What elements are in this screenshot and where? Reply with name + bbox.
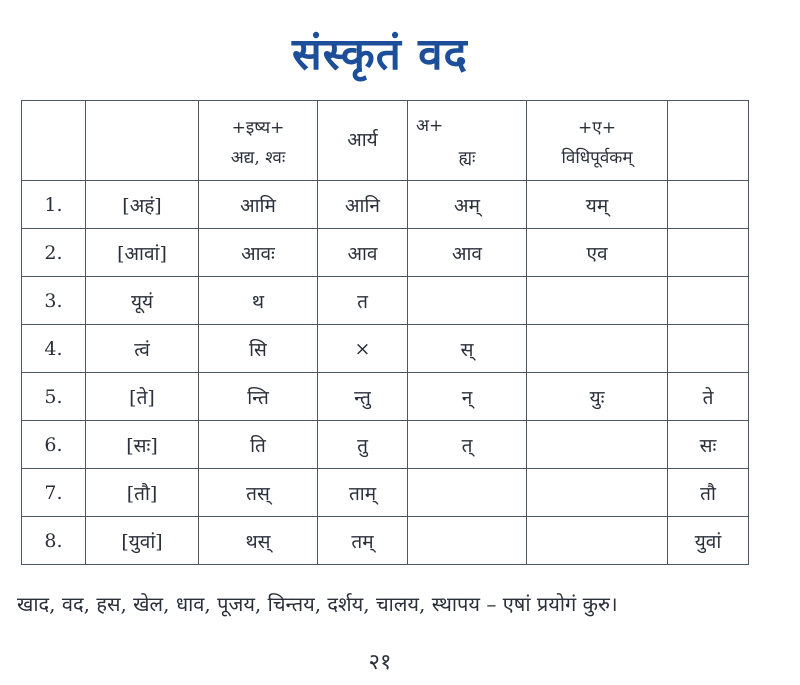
row-number: 4. <box>22 325 86 373</box>
ending-imperative-cell: ताम् <box>318 469 408 517</box>
ending-imperative-cell: आव <box>318 229 408 277</box>
table-row <box>22 181 749 229</box>
header-cell-potential <box>527 101 668 181</box>
ending-past-cell: न् <box>408 373 527 421</box>
ending-potential-cell: युः <box>527 373 668 421</box>
header-cell-pronoun <box>86 101 199 181</box>
form-cell <box>668 277 749 325</box>
form-cell: सः <box>668 421 749 469</box>
table-row <box>22 373 749 421</box>
form-cell <box>668 181 749 229</box>
pronoun-cell: [आवां] <box>86 229 199 277</box>
header-label: अद्य, श्वः <box>230 148 286 168</box>
table-row <box>22 277 749 325</box>
ending-potential-cell <box>527 325 668 373</box>
row-number: 3. <box>22 277 86 325</box>
row-number: 5. <box>22 373 86 421</box>
ending-present-cell: तस् <box>199 469 318 517</box>
row-number: 7. <box>22 469 86 517</box>
table-row <box>22 229 749 277</box>
ending-imperative-cell: आनि <box>318 181 408 229</box>
ending-present-cell: थ <box>199 277 318 325</box>
form-cell <box>668 229 749 277</box>
header-cell-present-future <box>199 101 318 181</box>
ending-present-cell: आमि <box>199 181 318 229</box>
row-number: 8. <box>22 517 86 565</box>
pronoun-cell: यूयं <box>86 277 199 325</box>
ending-imperative-cell: त <box>318 277 408 325</box>
ending-present-cell: आवः <box>199 229 318 277</box>
ending-imperative-cell: तु <box>318 421 408 469</box>
header-cell-past <box>408 101 527 181</box>
header-label: +ए+ <box>578 118 616 138</box>
row-number: 2. <box>22 229 86 277</box>
ending-potential-cell: यम् <box>527 181 668 229</box>
ending-present-cell: ति <box>199 421 318 469</box>
ending-imperative-cell: × <box>318 325 408 373</box>
page-title: संस्कृतं वद <box>292 29 468 80</box>
form-cell: युवां <box>668 517 749 565</box>
ending-potential-cell <box>527 277 668 325</box>
row-number: 6. <box>22 421 86 469</box>
ending-potential-cell: एव <box>527 229 668 277</box>
ending-past-cell <box>408 277 527 325</box>
ending-past-cell: अम् <box>408 181 527 229</box>
ending-past-cell: आव <box>408 229 527 277</box>
ending-imperative-cell: न्तु <box>318 373 408 421</box>
ending-past-cell: स् <box>408 325 527 373</box>
header-label: आर्य <box>347 129 378 151</box>
pronoun-cell: [युवां] <box>86 517 199 565</box>
ending-past-cell <box>408 469 527 517</box>
header-cell-imperative <box>318 101 408 181</box>
pronoun-cell: त्वं <box>86 325 199 373</box>
ending-present-cell: सि <box>199 325 318 373</box>
form-cell <box>668 325 749 373</box>
ending-potential-cell <box>527 517 668 565</box>
form-cell: ते <box>668 373 749 421</box>
pronoun-cell: [तौ] <box>86 469 199 517</box>
ending-present-cell: न्ति <box>199 373 318 421</box>
form-cell: तौ <box>668 469 749 517</box>
ending-past-cell <box>408 517 527 565</box>
header-cell-num <box>22 101 86 181</box>
ending-imperative-cell: तम् <box>318 517 408 565</box>
ending-present-cell: थस् <box>199 517 318 565</box>
table-row <box>22 421 749 469</box>
pronoun-cell: [सः] <box>86 421 199 469</box>
pronoun-cell: [अहं] <box>86 181 199 229</box>
ending-potential-cell <box>527 469 668 517</box>
ending-past-cell: त् <box>408 421 527 469</box>
header-label: ह्यः <box>458 148 476 168</box>
header-label: +इष्य+ <box>231 118 285 138</box>
instruction-text: खाद, वद, हस, खेल, धाव, पूजय, चिन्तय, दर्शय, चालय, स्थापय – एषां प्रयोगं कुरु। <box>17 592 618 616</box>
table-header-row <box>22 101 749 181</box>
header-label: विधिपूर्वकम् <box>561 148 633 168</box>
row-number: 1. <box>22 181 86 229</box>
table-row <box>22 325 749 373</box>
header-cell-extra <box>668 101 749 181</box>
ending-potential-cell <box>527 421 668 469</box>
header-label: अ+ <box>416 116 444 136</box>
table-row <box>22 469 749 517</box>
table-row <box>22 517 749 565</box>
pronoun-cell: [ते] <box>86 373 199 421</box>
conjugation-table <box>21 100 749 565</box>
page-number: २१ <box>368 650 392 675</box>
